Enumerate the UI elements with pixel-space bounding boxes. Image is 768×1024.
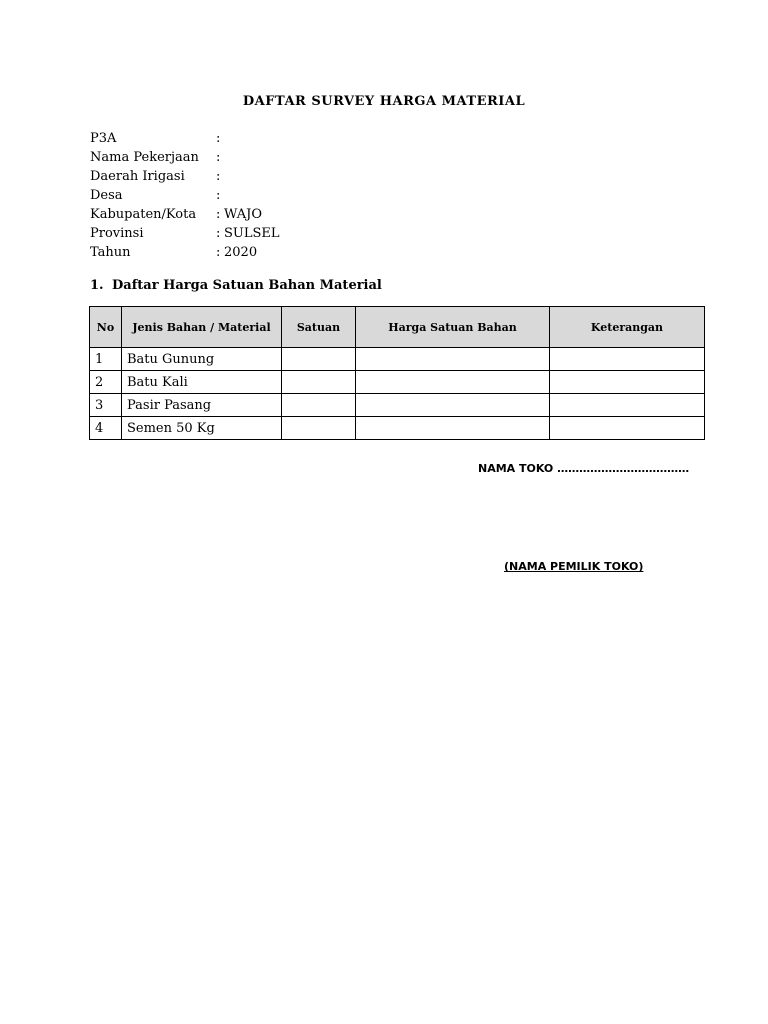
cell-harga bbox=[356, 348, 550, 371]
cell-no: 3 bbox=[90, 394, 122, 417]
header-harga-satuan: Harga Satuan Bahan bbox=[356, 307, 550, 348]
cell-satuan bbox=[282, 417, 356, 440]
cell-jenis: Semen 50 Kg bbox=[122, 417, 282, 440]
table-row bbox=[90, 371, 705, 394]
info-label: Desa bbox=[90, 188, 123, 203]
header-keterangan: Keterangan bbox=[550, 307, 705, 348]
header-jenis-bahan: Jenis Bahan / Material bbox=[122, 307, 282, 348]
info-colon: : bbox=[216, 207, 221, 222]
info-block bbox=[90, 129, 280, 262]
info-label: Provinsi bbox=[90, 226, 144, 241]
table-row bbox=[90, 417, 705, 440]
table-header-row bbox=[90, 307, 705, 348]
header-no: No bbox=[90, 307, 122, 348]
info-colon: : bbox=[216, 131, 221, 146]
cell-jenis: Pasir Pasang bbox=[122, 394, 282, 417]
cell-jenis: Batu Kali bbox=[122, 371, 282, 394]
info-colon: : bbox=[216, 245, 221, 260]
info-row-nama-pekerjaan bbox=[90, 148, 280, 167]
info-label: Daerah Irigasi bbox=[90, 169, 185, 184]
cell-jenis: Batu Gunung bbox=[122, 348, 282, 371]
info-value: 2020 bbox=[224, 245, 258, 260]
section-title-text: Daftar Harga Satuan Bahan Material bbox=[112, 278, 382, 293]
material-price-table bbox=[89, 306, 705, 440]
document-title: DAFTAR SURVEY HARGA MATERIAL bbox=[242, 94, 526, 109]
cell-keterangan bbox=[550, 371, 705, 394]
cell-satuan bbox=[282, 394, 356, 417]
info-label: Nama Pekerjaan bbox=[90, 150, 199, 165]
info-row-desa bbox=[90, 186, 280, 205]
info-label: Tahun bbox=[90, 245, 131, 260]
cell-harga bbox=[356, 371, 550, 394]
cell-harga bbox=[356, 394, 550, 417]
table-row bbox=[90, 394, 705, 417]
shop-owner-line: (NAMA PEMILIK TOKO) bbox=[504, 560, 644, 573]
cell-no: 2 bbox=[90, 371, 122, 394]
cell-satuan bbox=[282, 371, 356, 394]
info-row-provinsi bbox=[90, 224, 280, 243]
cell-keterangan bbox=[550, 394, 705, 417]
info-value: SULSEL bbox=[224, 226, 280, 241]
shop-name-line: NAMA TOKO ……………………………… bbox=[478, 462, 690, 475]
info-label: P3A bbox=[90, 131, 117, 146]
section-heading bbox=[90, 278, 382, 293]
info-colon: : bbox=[216, 188, 221, 203]
info-colon: : bbox=[216, 169, 221, 184]
cell-harga bbox=[356, 417, 550, 440]
info-row-kabupaten-kota bbox=[90, 205, 280, 224]
cell-keterangan bbox=[550, 348, 705, 371]
table-row bbox=[90, 348, 705, 371]
cell-no: 1 bbox=[90, 348, 122, 371]
info-row-p3a bbox=[90, 129, 280, 148]
cell-keterangan bbox=[550, 417, 705, 440]
info-colon: : bbox=[216, 226, 221, 241]
info-value: WAJO bbox=[224, 207, 262, 222]
info-colon: : bbox=[216, 150, 221, 165]
section-number: 1. bbox=[90, 278, 104, 293]
header-satuan: Satuan bbox=[282, 307, 356, 348]
cell-satuan bbox=[282, 348, 356, 371]
info-row-tahun bbox=[90, 243, 280, 262]
info-label: Kabupaten/Kota bbox=[90, 207, 197, 222]
cell-no: 4 bbox=[90, 417, 122, 440]
info-row-daerah-irigasi bbox=[90, 167, 280, 186]
